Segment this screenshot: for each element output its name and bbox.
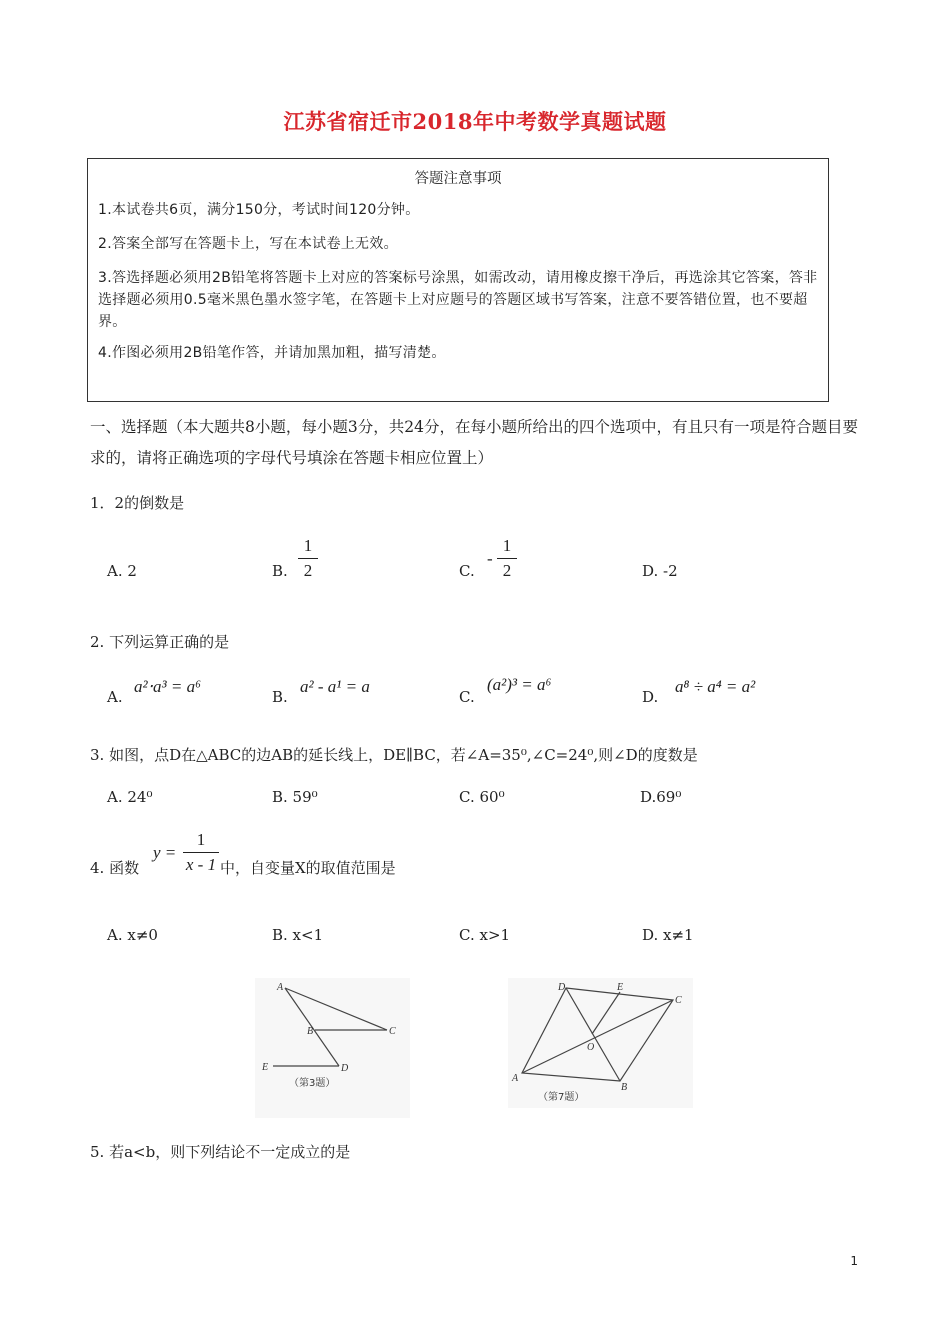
notice-item-4: 4.作图必须用2B铅笔作答，并请加黑加粗，描写清楚。 [98,345,446,361]
figure-background [255,978,410,1118]
label-d: D [341,1063,349,1074]
question-5-stem: 5. 若a<b，则下列结论不一定成立的是 [90,1143,351,1161]
q3-option-a: A. 24⁰ [107,788,153,806]
section-heading: 一、选择题（本大题共8小题，每小题3分，共24分，在每小题所给出的四个选项中，有且只有一项是符合题目要求的，请将正确选项的字母代号填涂在答题卡相应位置上） [90,418,858,467]
q3-option-b: B. 59⁰ [272,788,318,806]
figure-3-caption: （第3题） [289,1078,336,1089]
q1-option-d: D. -2 [642,562,678,580]
fraction-bar [298,558,318,559]
q1-option-b-label: B. [272,562,288,580]
q3-option-c: C. 60⁰ [459,788,505,806]
question-4-stem-suffix: 中，自变量X的取值范围是 [220,859,396,877]
q1-option-c-sign: - [487,549,493,568]
q3-option-d: D.69⁰ [640,788,682,806]
page-number: 1 [850,1254,858,1268]
notice-item-3: 3.答选择题必须用2B铅笔将答题卡上对应的答案标号涂黑，如需改动，请用橡皮擦干净后，再选涂其它答案，答非选择题必须用0.5毫米黑色墨水签字笔，在答题卡上对应题号的答题区域书写答案，注意不要答错位置，也不要超界。 [98,270,818,330]
q4-option-c: C. x>1 [459,926,511,944]
label-c: C [389,1026,396,1037]
label-o: O [587,1042,595,1053]
q2-option-c-expr: (a²)³ = a⁶ [487,675,552,694]
q4-option-d: D. x≠1 [642,926,694,944]
fraction-denominator: 2 [502,561,512,580]
page-title: 江苏省宿迁市2018年中考数学真题试题 [283,109,667,134]
q4-function-y: y = [153,843,177,862]
q1-option-b-fraction [298,536,318,581]
question-3-stem: 3. 如图，点D在△ABC的边AB的延长线上，DE∥BC，若∠A=35⁰,∠C=24⁰,则∠D的度数是 [90,746,698,764]
q4-function-fraction [183,830,219,875]
q4-option-a: A. x≠0 [107,926,158,944]
figure-question-7 [508,978,693,1108]
notice-heading: 答题注意事项 [414,171,502,187]
q1-option-c-fraction [497,536,517,581]
fraction-numerator: 1 [196,830,206,849]
fraction-numerator: 1 [303,536,313,555]
notice-item-2: 2.答案全部写在答题卡上，写在本试卷上无效。 [98,236,398,252]
fraction-denominator: x - 1 [185,855,217,874]
notice-item-1: 1.本试卷共6页，满分150分，考试时间120分钟。 [98,202,420,218]
q2-option-d-expr: a⁸ ÷ a⁴ = a² [675,677,756,696]
label-b: B [621,1082,628,1093]
q2-option-a-label: A. [107,688,123,706]
fraction-denominator: 2 [303,561,313,580]
q2-option-a-expr: a²⋅a³ = a⁶ [134,677,201,696]
label-d: D [558,982,566,993]
figure-question-3 [255,978,410,1118]
q1-option-c-label: C. [459,562,475,580]
q2-option-b-expr: a² - a¹ = a [300,677,370,696]
fraction-bar [183,852,219,853]
q2-option-c-label: C. [459,688,475,706]
label-b: B [307,1026,314,1037]
figure-7-caption: （第7题） [538,1092,585,1103]
question-1-stem: 1．2的倒数是 [90,494,185,512]
q2-option-b-label: B. [272,688,288,706]
label-c: C [675,995,682,1006]
label-a: A [512,1073,519,1084]
q1-option-a: A. 2 [107,562,137,580]
label-a: A [277,982,284,993]
fraction-numerator: 1 [502,536,512,555]
label-e: E [262,1062,269,1073]
notice-box [87,158,829,402]
question-4-stem-prefix: 4. 函数 [90,859,140,877]
figure-background [508,978,693,1108]
q2-option-d-label: D. [642,688,659,706]
question-2-stem: 2. 下列运算正确的是 [90,633,230,651]
label-e: E [617,982,624,993]
fraction-bar [497,558,517,559]
q4-option-b: B. x<1 [272,926,324,944]
